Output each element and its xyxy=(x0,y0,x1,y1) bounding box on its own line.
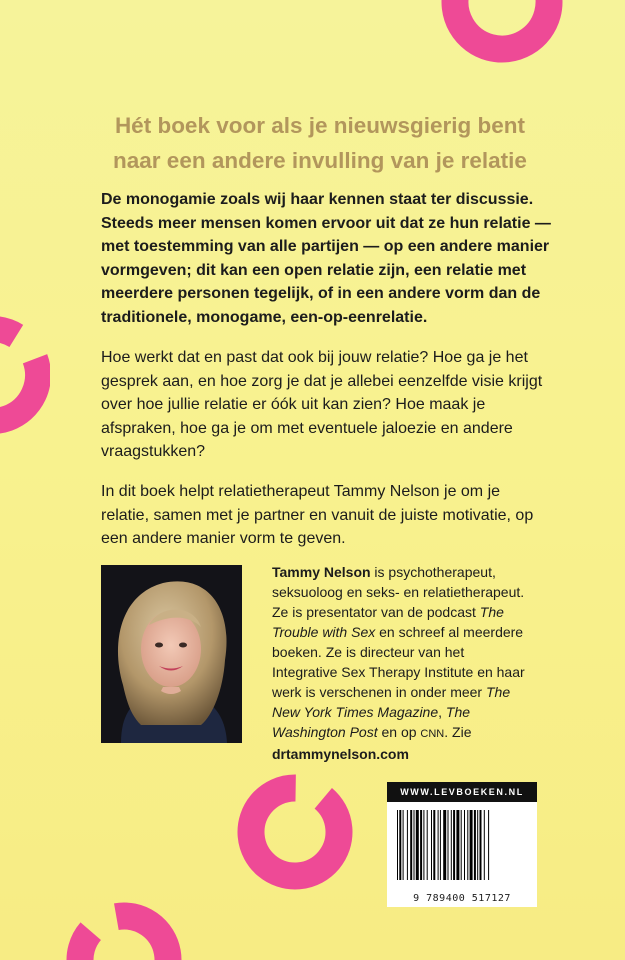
barcode-box xyxy=(387,782,537,907)
ring-left-decoration xyxy=(0,308,50,443)
ring-bottom-center-decoration xyxy=(233,770,358,895)
bio-text-3: , xyxy=(438,704,446,720)
ring-bottom-left-decoration xyxy=(62,900,187,960)
podcast-title: The Trouble with Sex xyxy=(272,604,504,640)
intro-paragraph: De monogamie zoals wij haar kennen staat ter discussie. Steeds meer mensen komen ervoor uit dat ze hun relatie — met toestemming van alle partijen — op een andere manier vormgeven; dit kan een open relatie zijn, een relatie met meerdere personen tegelijk, of in een andere vorm dan de traditionele, monogame, een-op-eenrelatie. xyxy=(101,191,551,326)
barcode-icon xyxy=(397,810,527,880)
publication-2: The Washington Post xyxy=(272,704,471,740)
headline-line-1: Hét boek voor als je nieuwsgierig bent xyxy=(114,113,526,138)
body-paragraph-2: Hoe werkt dat en past dat ook bij jouw relatie? Hoe ga je het gesprek aan, en hoe zorg je dat je allebei eenzelfde visie krijgt over hoe jullie relatie er óók uit kan zien? Hoe maak je afspraken, hoe ga je om met eventuele jaloezie en andere vraagstukken? xyxy=(101,349,543,460)
bio-text-2: en schreef al meerdere boeken. Ze is directeur van het Integrative Sex Therapy Institute en haar werk is verschenen in onder meer xyxy=(272,624,525,700)
cnn-label: CNN xyxy=(420,728,445,740)
publisher-url[interactable]: WWW.LEVBOEKEN.NL xyxy=(387,782,537,802)
isbn-number: 9 789400 517127 xyxy=(413,893,511,904)
bio-text-1: is psychotherapeut, seksuoloog en seks- en relatietherapeut. Ze is presentator van de podcast xyxy=(272,564,525,620)
bio-text-5: . Zie xyxy=(444,724,472,740)
publication-1: The New York Times Magazine xyxy=(272,684,511,720)
headline-line-2: naar een andere invulling van je relatie xyxy=(113,148,527,173)
cover-headline xyxy=(60,108,580,178)
body-paragraph-3: In dit boek helpt relatietherapeut Tammy Nelson je om je relatie, samen met je partner en vanuit de juiste motivatie, op een andere manier vorm te geven. xyxy=(101,483,534,547)
author-website-link[interactable]: drtammynelson.com xyxy=(272,746,409,762)
ring-top-right-decoration xyxy=(435,0,570,80)
author-portrait-icon xyxy=(101,565,242,743)
author-photo xyxy=(101,565,242,743)
author-bio xyxy=(272,562,532,764)
bio-text-4: en op xyxy=(377,724,421,740)
author-name: Tammy Nelson xyxy=(272,564,371,580)
